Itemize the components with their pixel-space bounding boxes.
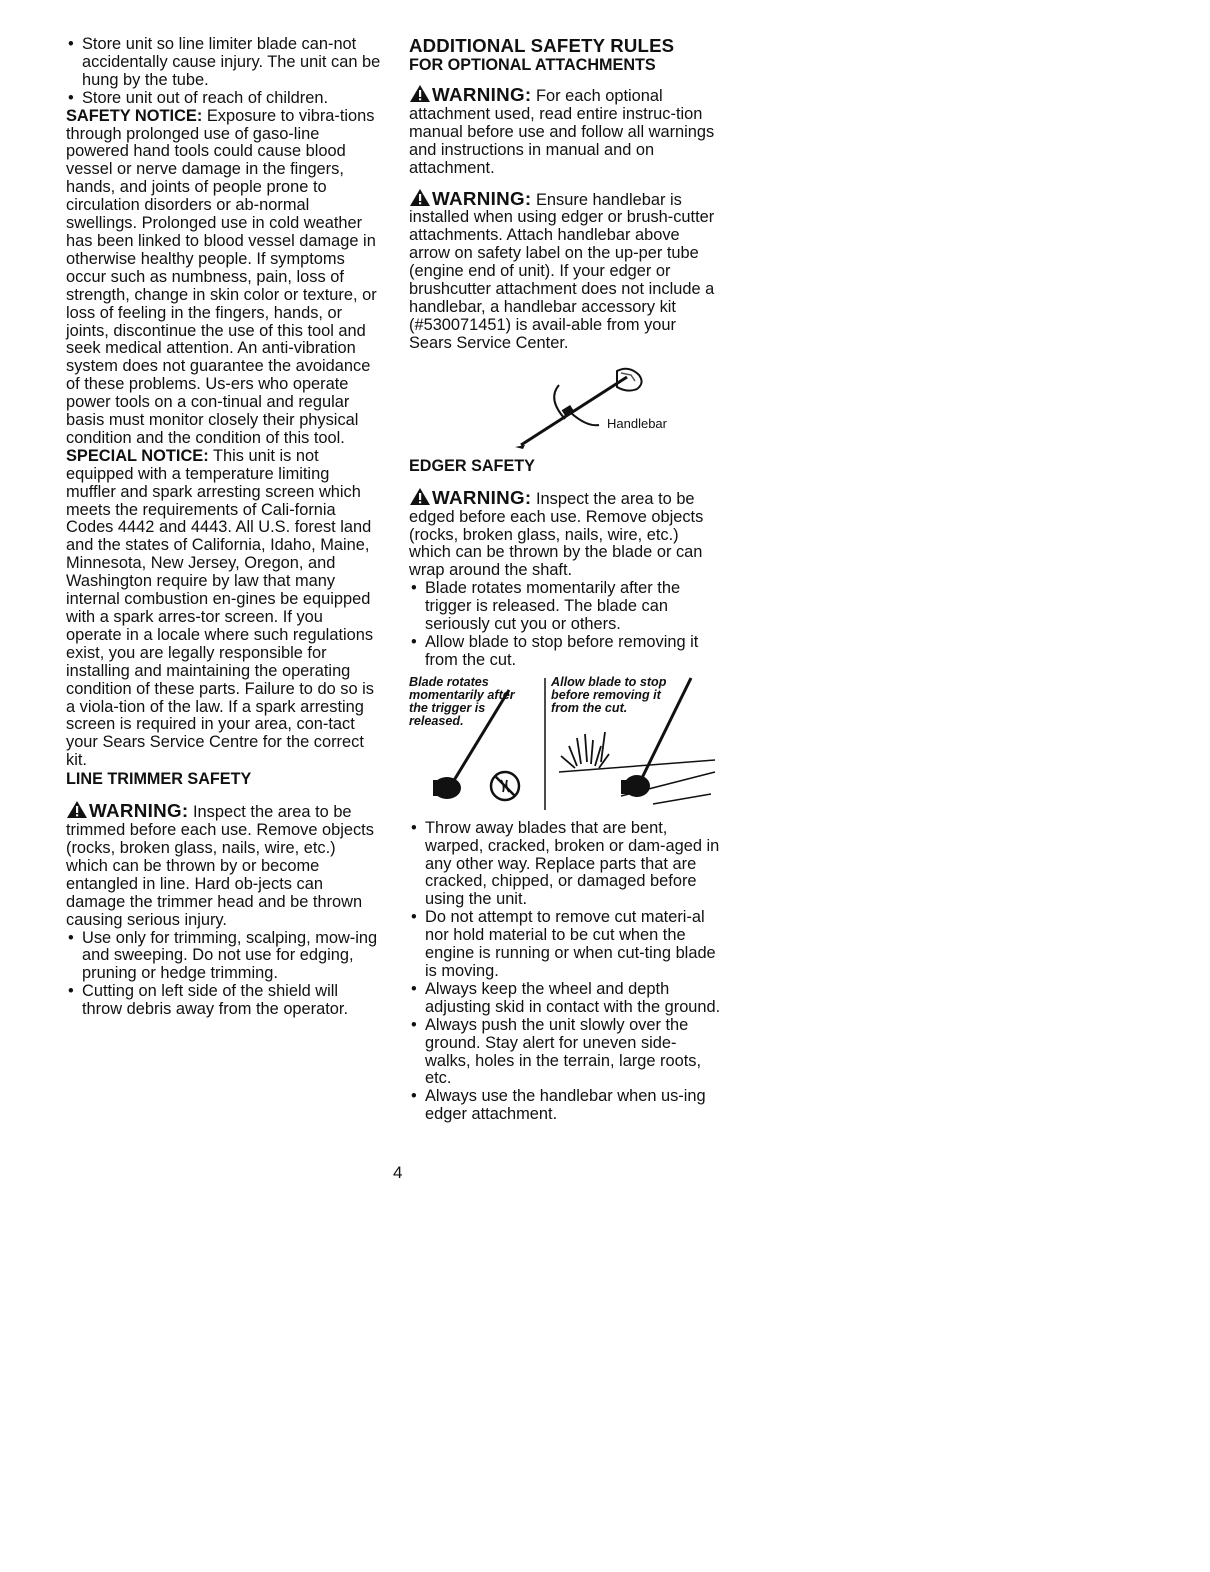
handlebar-figure [409,363,721,451]
special-notice [66,448,382,770]
store-bullet: • Store unit out of reach of children. [66,90,382,108]
line-trimmer-heading: LINE TRIMMER SAFETY [66,770,252,789]
edger-bullet: • Always keep the wheel and depth adjusting skid in contact with the ground. [409,981,721,1017]
attachments-subheading: FOR OPTIONAL ATTACHMENTS [409,56,656,74]
warning-heading [409,485,531,507]
warning-label: WARNING: [432,84,532,105]
edger-bullet: • Do not attempt to remove cut materi-al nor hold material to be cut when the engine is running or when cut-ting blade is moving. [409,909,721,981]
warning-heading [66,798,188,820]
line-trimmer-bullet: • Cutting on left side of the shield will throw debris away from the operator. [66,983,382,1019]
edger-bullet: • Always push the unit slowly over the ground. Stay alert for uneven side-walks, holes in the terrain, large roots, etc. [409,1017,721,1089]
warning-label: WARNING: [432,187,532,209]
figure-caption-left: Blade rotates momentarily after the trigger is released. [409,674,515,728]
right-column [409,36,721,1124]
attachments-heading: ADDITIONAL SAFETY RULES [409,35,675,56]
warning-label: WARNING: [432,486,532,508]
warning-triangle-icon [409,84,431,103]
safety-notice-label: SAFETY NOTICE: [66,106,203,125]
edger-figure [409,676,721,812]
warning-triangle-icon [409,188,431,207]
warning-triangle-icon [409,487,431,506]
warning-heading [409,82,531,104]
warning-heading [409,186,531,208]
handlebar-warning [409,186,721,353]
attachment-warning [409,82,721,178]
safety-notice [66,108,382,448]
edger-bullet: • Allow blade to stop before removing it from the cut. [409,634,721,670]
store-bullet: • Store unit so line limiter blade can-not accidentally cause injury. The unit can be hung by the tube. [66,36,382,90]
warning-text: For each optional attachment used, read entire instruc-tion manual before use and follow all warnings and instructions in manual and on attachment. [409,87,715,177]
trimmer-handlebar-illustration [509,363,659,451]
special-notice-text: This unit is not equipped with a temperature limiting muffler and spark arresting screen which meets the requirements of Cali-fornia Codes 4442 and 4443. All U.S. forest land and the states of California, Idaho, Maine, Minnesota, New Jersey, Oregon, and Washington require by law that many internal combustion en-gines be equipped with a spark arres-tor screen. If you operate in a locale where such regulations exist, you are legally responsible for installing and maintaining the operating condition of these parts. Failure to do so is a viola-tion of the law. If a spark arresting screen is required in your area, con-tact your Sears Service Centre for the correct kit. [66,446,374,770]
warning-text: Ensure handlebar is installed when using edger or brush-cutter attachments. Attach handlebar above arrow on safety label on the up-per tube (engine end of unit). If your edger or brushcutter attachment does not include a handlebar, a handlebar accessory kit (#530071451) is avail-able from your Sears Service Center. [409,190,715,352]
edger-bullet: • Always use the handlebar when us-ing edger attachment. [409,1088,721,1124]
edger-bullet: • Blade rotates momentarily after the trigger is released. The blade can seriously cut you or others. [409,580,721,634]
page-number: 4 [393,1163,403,1182]
figure-caption-right: Allow blade to stop before removing it from the cut. [551,674,667,715]
warning-text: Inspect the area to be trimmed before each use. Remove objects (rocks, broken glass, nails, wire, etc.) which can be thrown by or become entangled in line. Hard ob-jects can damage the trimmer head and be thrown causing serious injury. [66,803,374,929]
line-trimmer-warning [66,798,382,929]
line-trimmer-bullet: • Use only for trimming, scalping, mow-ing and sweeping. Do not use for edging, pruning or hedge trimming. [66,930,382,984]
warning-label: WARNING: [89,800,189,822]
edger-heading: EDGER SAFETY [409,456,535,475]
edger-warning [409,485,721,581]
left-column [66,36,382,1019]
edger-bullet: • Throw away blades that are bent, warped, cracked, broken or dam-aged in any other way. Replace parts that are cracked, chipped, or damaged before using the unit. [409,820,721,910]
handlebar-caption: Handlebar [607,415,667,431]
safety-notice-text: Exposure to vibra-tions through prolonged use of gaso-line powered hand tools could cause blood vessel or nerve damage in the fingers, hands, and joints of people prone to circulation disorders or ab-normal swellings. Prolonged use in cold weather has been linked to blood vessel damage in otherwise healthy people. If symptoms occur such as numbness, pain, loss of strength, change in skin color or texture, or loss of feeling in the fingers, hands, or joints, discontinue the use of this tool and seek medical attention. An anti-vibration system does not guarantee the avoidance of these problems. Us-ers who operate power tools on a con-tinual and regular basis must monitor closely their physical condition and the condition of this tool. [66,106,377,447]
warning-text: Inspect the area to be edged before each use. Remove objects (rocks, broken glass, nails, wire, etc.) which can be thrown by the blade or can wrap around the shaft. [409,489,704,580]
special-notice-label: SPECIAL NOTICE: [66,446,209,465]
warning-triangle-icon [66,800,88,819]
